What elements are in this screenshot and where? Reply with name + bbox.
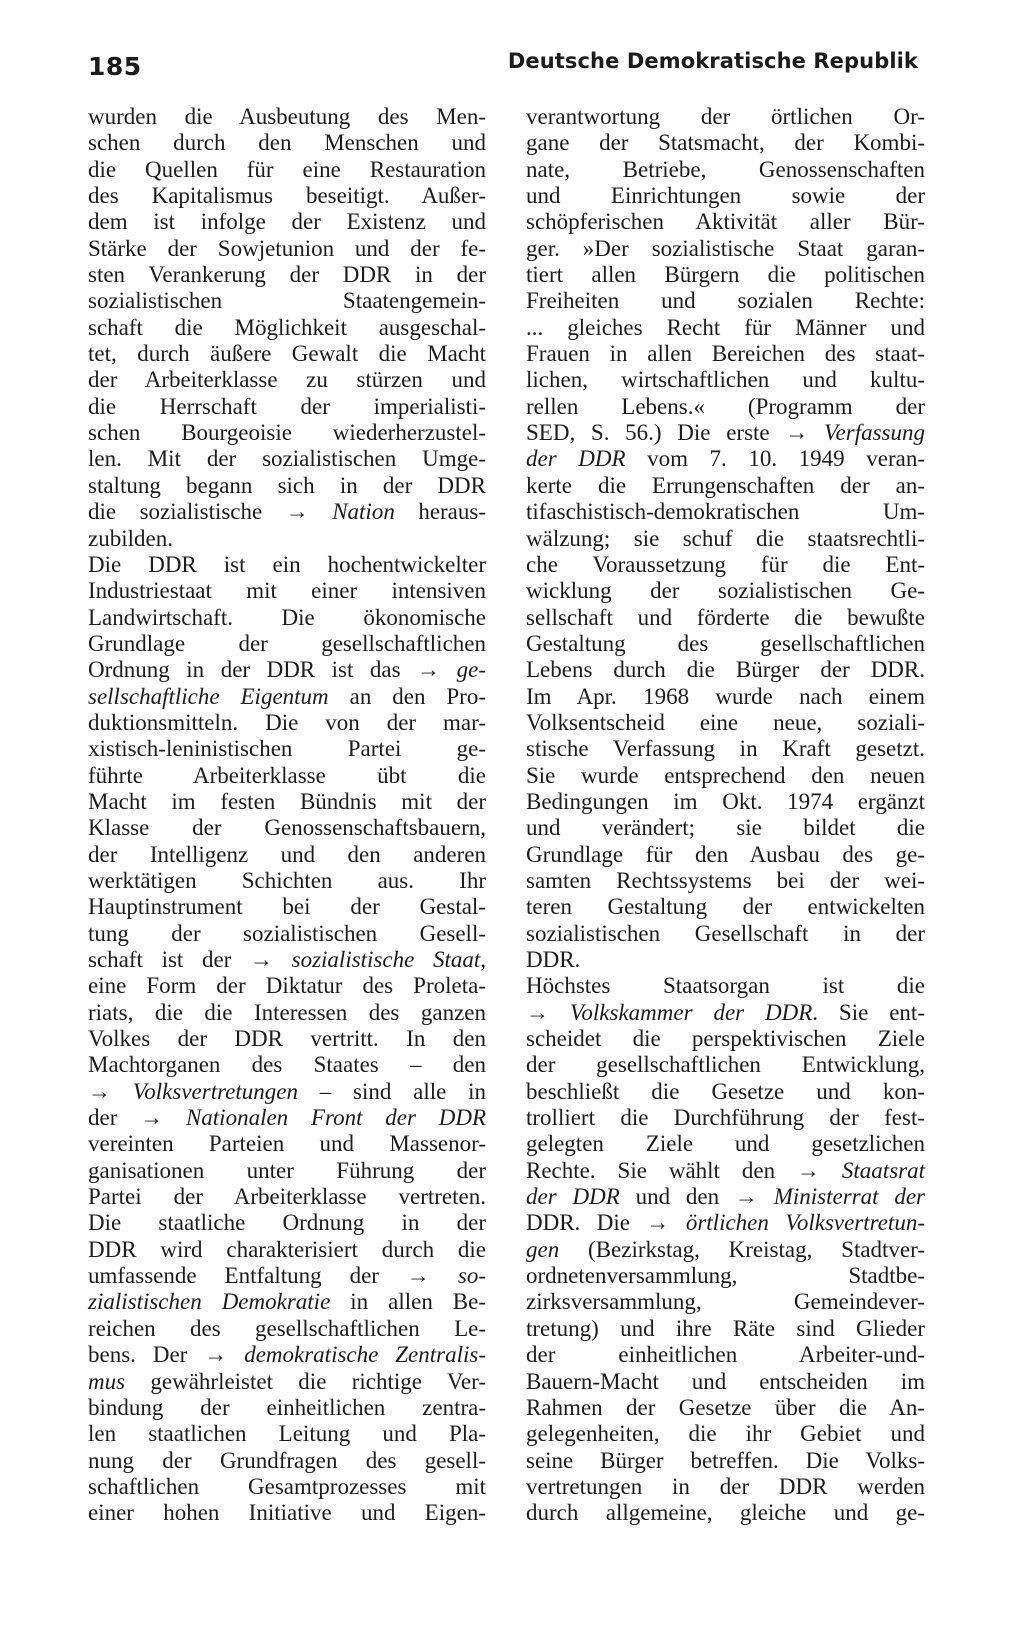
text-line: schaft ist der → sozialistische Staat, (88, 947, 486, 972)
text-line: verantwortung der örtlichen Or- (526, 104, 925, 129)
text-line: Volksentscheid eine neue, soziali- (526, 709, 925, 735)
text-line: len. Mit der sozialistischen Umge- (88, 446, 486, 472)
text-line: len staatlichen Leitung und Pla- (88, 1421, 486, 1447)
text-line: Die staatliche Ordnung in der (88, 1210, 486, 1236)
text-line: der Arbeiterklasse zu stürzen und (88, 367, 486, 393)
text-line: tifaschistisch-demokratischen Um- (526, 499, 925, 525)
text-line: sozialistischen Gesellschaft in der (526, 920, 925, 946)
text-line: stische Verfassung in Kraft gesetzt. (526, 736, 925, 762)
text-line: sellschaftliche Eigentum an den Pro- (88, 683, 486, 709)
text-line: → Volksvertretungen – sind alle in (88, 1078, 487, 1104)
text-line: Hauptinstrument bei der Gestal- (88, 894, 486, 920)
text-line: DDR. (526, 947, 581, 972)
text-line: umfassende Entfaltung der → so- (88, 1263, 486, 1289)
text-line: tiert allen Bürgern die politischen (526, 262, 925, 288)
text-line: der → Nationalen Front der DDR (88, 1105, 487, 1131)
text-line: → Volkskammer der DDR. Sie ent- (526, 999, 925, 1025)
text-line: duktionsmitteln. Die von der mar- (88, 709, 486, 735)
text-line: mus gewährleistet die richtige Ver- (88, 1368, 486, 1394)
text-line: Im Apr. 1968 wurde nach einem (526, 683, 925, 709)
text-line: rellen Lebens.« (Programm der (526, 393, 925, 419)
text-line: staltung begann sich in der DDR (88, 472, 486, 498)
text-line: sellschaft und förderte die bewußte (526, 604, 925, 630)
text-line: beschließt die Gesetze und kon- (526, 1078, 925, 1104)
text-line: tretung) und ihre Räte sind Glieder (526, 1315, 925, 1341)
text-line: gane der Statsmacht, der Kombi- (526, 130, 925, 156)
text-line: Rechte. Sie wählt den → Staatsrat (526, 1157, 925, 1183)
text-line: der Intelligenz und den anderen (88, 841, 486, 867)
text-line: Sie wurde entsprechend den neuen (526, 762, 925, 788)
text-line: dem ist infolge der Existenz und (88, 209, 486, 235)
text-line: durch allgemeine, gleiche und ge- (526, 1500, 925, 1526)
text-line: bens. Der → demokratische Zentralis- (88, 1342, 486, 1368)
text-line: sozialistischen Staatengemein- (88, 288, 486, 314)
text-line: Bauern-Macht und entscheiden im (526, 1368, 925, 1394)
text-line: die Quellen für eine Restauration (88, 156, 486, 182)
text-line: einer hohen Initiative und Eigen- (88, 1500, 486, 1526)
text-line: scheidet die perspektivischen Ziele (526, 1026, 925, 1052)
text-line: Macht im festen Bündnis mit der (88, 788, 486, 814)
text-line: teren Gestaltung der entwickelten (526, 894, 925, 920)
text-line: werktätigen Schichten aus. Ihr (88, 867, 486, 893)
text-line: DDR. Die → örtlichen Volksvertretun- (526, 1210, 925, 1236)
text-line: der einheitlichen Arbeiter-und- (526, 1342, 925, 1368)
text-line: zirksversammlung, Gemeindever- (526, 1289, 925, 1315)
text-line: schöpferischen Aktivität aller Bür- (526, 209, 925, 235)
text-line: Klasse der Genossenschaftsbauern, (88, 815, 486, 841)
text-line: nate, Betriebe, Genossenschaften (526, 156, 925, 182)
text-line: wurden die Ausbeutung des Men- (88, 104, 486, 129)
text-line: Ordnung in der DDR ist das → ge- (88, 657, 486, 683)
text-line: SED, S. 56.) Die erste → Verfassung (526, 420, 925, 446)
text-line: Rahmen der Gesetze über die An- (526, 1394, 925, 1420)
text-line: und Einrichtungen sowie der (526, 183, 925, 209)
text-line: Bedingungen im Okt. 1974 ergänzt (526, 788, 925, 814)
text-line: tet, durch äußere Gewalt die Macht (88, 341, 486, 367)
page-number: 185 (88, 52, 142, 81)
text-line: Freiheiten und sozialen Rechte: (526, 288, 925, 314)
text-line: tung der sozialistischen Gesell- (88, 920, 486, 946)
text-line: Grundlage der gesellschaftlichen (88, 630, 486, 656)
text-line: Landwirtschaft. Die ökonomische (88, 604, 486, 630)
text-line: schen Bourgeoisie wiederherzustel- (88, 420, 486, 446)
text-line: lichen, wirtschaftlichen und kultu- (526, 367, 925, 393)
left-column (88, 104, 486, 1527)
text-line: schen durch den Menschen und (88, 130, 486, 156)
text-line: Lebens durch die Bürger der DDR. (526, 657, 925, 683)
text-line: führte Arbeiterklasse übt die (88, 762, 486, 788)
text-line: eine Form der Diktatur des Proleta- (88, 973, 486, 999)
text-line: Gestaltung des gesellschaftlichen (526, 630, 925, 656)
text-line: riats, die die Interessen des ganzen (88, 999, 486, 1025)
text-line: gen (Bezirkstag, Kreistag, Stadtver- (526, 1236, 925, 1262)
text-line: Machtorganen des Staates – den (88, 1052, 486, 1078)
text-line: kerte die Errungenschaften der an- (526, 472, 925, 498)
text-line: Höchstes Staatsorgan ist die (526, 973, 925, 999)
text-line: schaft die Möglichkeit ausgeschal- (88, 314, 486, 340)
text-line: ... gleiches Recht für Männer und (526, 314, 925, 340)
text-line: Industriestaat mit einer intensiven (88, 578, 486, 604)
text-line: Partei der Arbeiterklasse vertreten. (88, 1184, 486, 1210)
text-line: trolliert die Durchführung der fest- (526, 1105, 925, 1131)
text-line: DDR wird charakterisiert durch die (88, 1236, 486, 1262)
text-line: zialistischen Demokratie in allen Be- (88, 1289, 487, 1315)
text-line: nung der Grundfragen des gesell- (88, 1447, 486, 1473)
text-line: reichen des gesellschaftlichen Le- (88, 1315, 486, 1341)
text-line: und verändert; sie bildet die (526, 815, 925, 841)
text-line: Frauen in allen Bereichen des staat- (526, 341, 925, 367)
text-line: der gesellschaftlichen Entwicklung, (526, 1052, 925, 1078)
text-line: ganisationen unter Führung der (88, 1157, 486, 1183)
text-line: der DDR vom 7. 10. 1949 veran- (526, 446, 925, 472)
text-line: der DDR und den → Ministerrat der (526, 1184, 925, 1210)
text-line: xistisch-leninistischen Partei ge- (88, 736, 486, 762)
text-line: wicklung der sozialistischen Ge- (526, 578, 925, 604)
text-line: des Kapitalismus beseitigt. Außer- (88, 183, 486, 209)
right-column (526, 104, 925, 1527)
text-line: gelegenheiten, die ihr Gebiet und (526, 1421, 925, 1447)
text-line: die sozialistische → Nation heraus- (88, 499, 486, 525)
text-line: Grundlage für den Ausbau des ge- (526, 841, 925, 867)
text-line: wälzung; sie schuf die staatsrechtli- (526, 525, 925, 551)
text-line: gelegten Ziele und gesetzlichen (526, 1131, 925, 1157)
text-line: che Voraussetzung für die Ent- (526, 551, 925, 577)
text-line: zubilden. (88, 525, 173, 551)
text-line: vertretungen in der DDR werden (526, 1473, 925, 1499)
running-title: Deutsche Demokratische Republik (507, 49, 918, 73)
text-line: vereinten Parteien und Massenor- (88, 1131, 486, 1157)
text-line: samten Rechtssystems bei der wei- (526, 867, 925, 893)
text-line: die Herrschaft der imperialisti- (88, 393, 486, 419)
text-line: schaftlichen Gesamtprozesses mit (88, 1473, 486, 1499)
text-line: Die DDR ist ein hochentwickelter (88, 551, 486, 577)
text-line: Stärke der Sowjetunion und der fe- (88, 235, 486, 261)
text-line: Volkes der DDR vertritt. In den (88, 1026, 486, 1052)
text-line: bindung der einheitlichen zentra- (88, 1394, 486, 1420)
text-line: sten Verankerung der DDR in der (88, 262, 486, 288)
text-line: ger. »Der sozialistische Staat garan- (526, 235, 925, 261)
text-line: ordnetenversammlung, Stadtbe- (526, 1263, 925, 1289)
text-line: seine Bürger betreffen. Die Volks- (526, 1447, 925, 1473)
